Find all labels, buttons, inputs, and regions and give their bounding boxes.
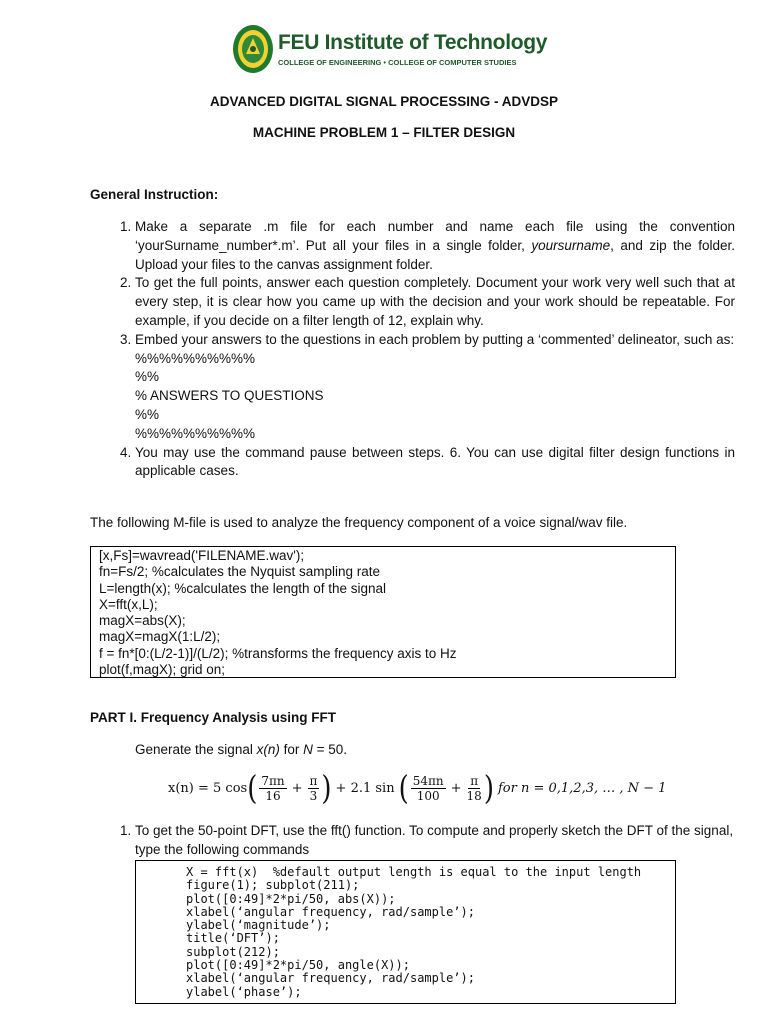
equation-fraction: $\frac{54\pi n}{100}$	[412, 774, 444, 803]
equation-fraction: $\frac{\pi}{18}$	[466, 774, 482, 803]
delineator-line: %%	[135, 406, 160, 422]
part1-steps	[90, 822, 735, 859]
dft-code: X = fft(x) %default output length is equal to the input length figure(1); subplot(211); plot([0:49]*2*pi/50, abs(X)); xlabel(‘angular frequency, rad/sample’); ylabel(‘magnitude’); title(‘DFT’); subplot(212); plot([0:49]*2*pi/50, angle(X)); xlabel(‘angular frequency, rad/sample’); ylabel(‘phase’);	[186, 865, 642, 999]
instruction-item: 4. You may use the command pause between steps. 6. You can use digital filter design functions in applicable cases.	[135, 444, 735, 482]
instruction-list	[90, 218, 735, 481]
delineator-line: %%%%%%%%%%	[135, 425, 256, 441]
delineator-line: %%%%%%%%%%	[135, 350, 256, 366]
signal-generation-text: Generate the signal x(n) for N = 50.	[135, 742, 348, 757]
instruction-item: 1. Make a separate .m file for each number and name each file using the convention ‘yourSurname_number*.m’. Put all your files in a single folder, yoursurname, and zip the folder. Upload your files to the canvas assignment folder.	[135, 218, 735, 274]
institute-header	[232, 22, 548, 80]
institute-subtitle: COLLEGE OF ENGINEERING • COLLEGE OF COMPUTER STUDIES	[278, 58, 517, 67]
signal-equation: x(n) = 5 cos ( $\frac{7\pi n}{16}$ + $\frac{\pi}{3}$ ) + 2.1 sin ( $\frac{54\pi n}{100}$ + $\frac{\pi}{18}$ ) for n = 0,1,2,3, … , N − 1	[168, 769, 667, 808]
institute-name: FEU Institute of Technology	[278, 31, 548, 54]
instruction-item: 2. To get the full points, answer each question completely. Document your work very well such that at every step, it is clear how you came up with the decision and your work should be repeatable. For example, if you decide on a filter length of 12, explain why.	[135, 274, 735, 330]
step-item: 1. To get the 50-point DFT, use the fft() function. To compute and properly sketch the DFT of the signal, type the following commands	[135, 822, 735, 859]
mfile-intro: The following M-file is used to analyze the frequency component of a voice signal/wav file.	[90, 515, 628, 530]
document-subtitle: MACHINE PROBLEM 1 – FILTER DESIGN	[252, 125, 516, 140]
document-title: ADVANCED DIGITAL SIGNAL PROCESSING - ADVDSP	[209, 94, 559, 109]
general-instruction-heading: General Instruction:	[90, 187, 219, 202]
mfile-code: [x,Fs]=wavread('FILENAME.wav'); fn=Fs/2; %calculates the Nyquist sampling rate L=length(x); %calculates the length of the signal X=fft(x,L); magX=abs(X); magX=magX(1:L/2); f = fn*[0:(L/2-1)]/(L/2); %transforms the frequency axis to Hz plot(f,magX); grid on;	[99, 548, 457, 678]
mfile-code-box	[90, 546, 676, 678]
equation-fraction: $\frac{7\pi n}{16}$	[261, 774, 285, 803]
instruction-item: 3. Embed your answers to the questions in each problem by putting a ‘commented’ delineator, such as: %%%%%%%%%% %% % ANSWERS TO QUESTIONS %% %%%%%%%%%%	[135, 331, 735, 444]
feu-seal-icon	[232, 24, 274, 74]
delineator-line: %%	[135, 369, 160, 385]
part1-heading: PART I. Frequency Analysis using FFT	[90, 710, 337, 725]
dft-code-box	[135, 860, 676, 1004]
equation-fraction: $\frac{\pi}{3}$	[309, 774, 318, 803]
delineator-line: % ANSWERS TO QUESTIONS	[135, 388, 324, 404]
